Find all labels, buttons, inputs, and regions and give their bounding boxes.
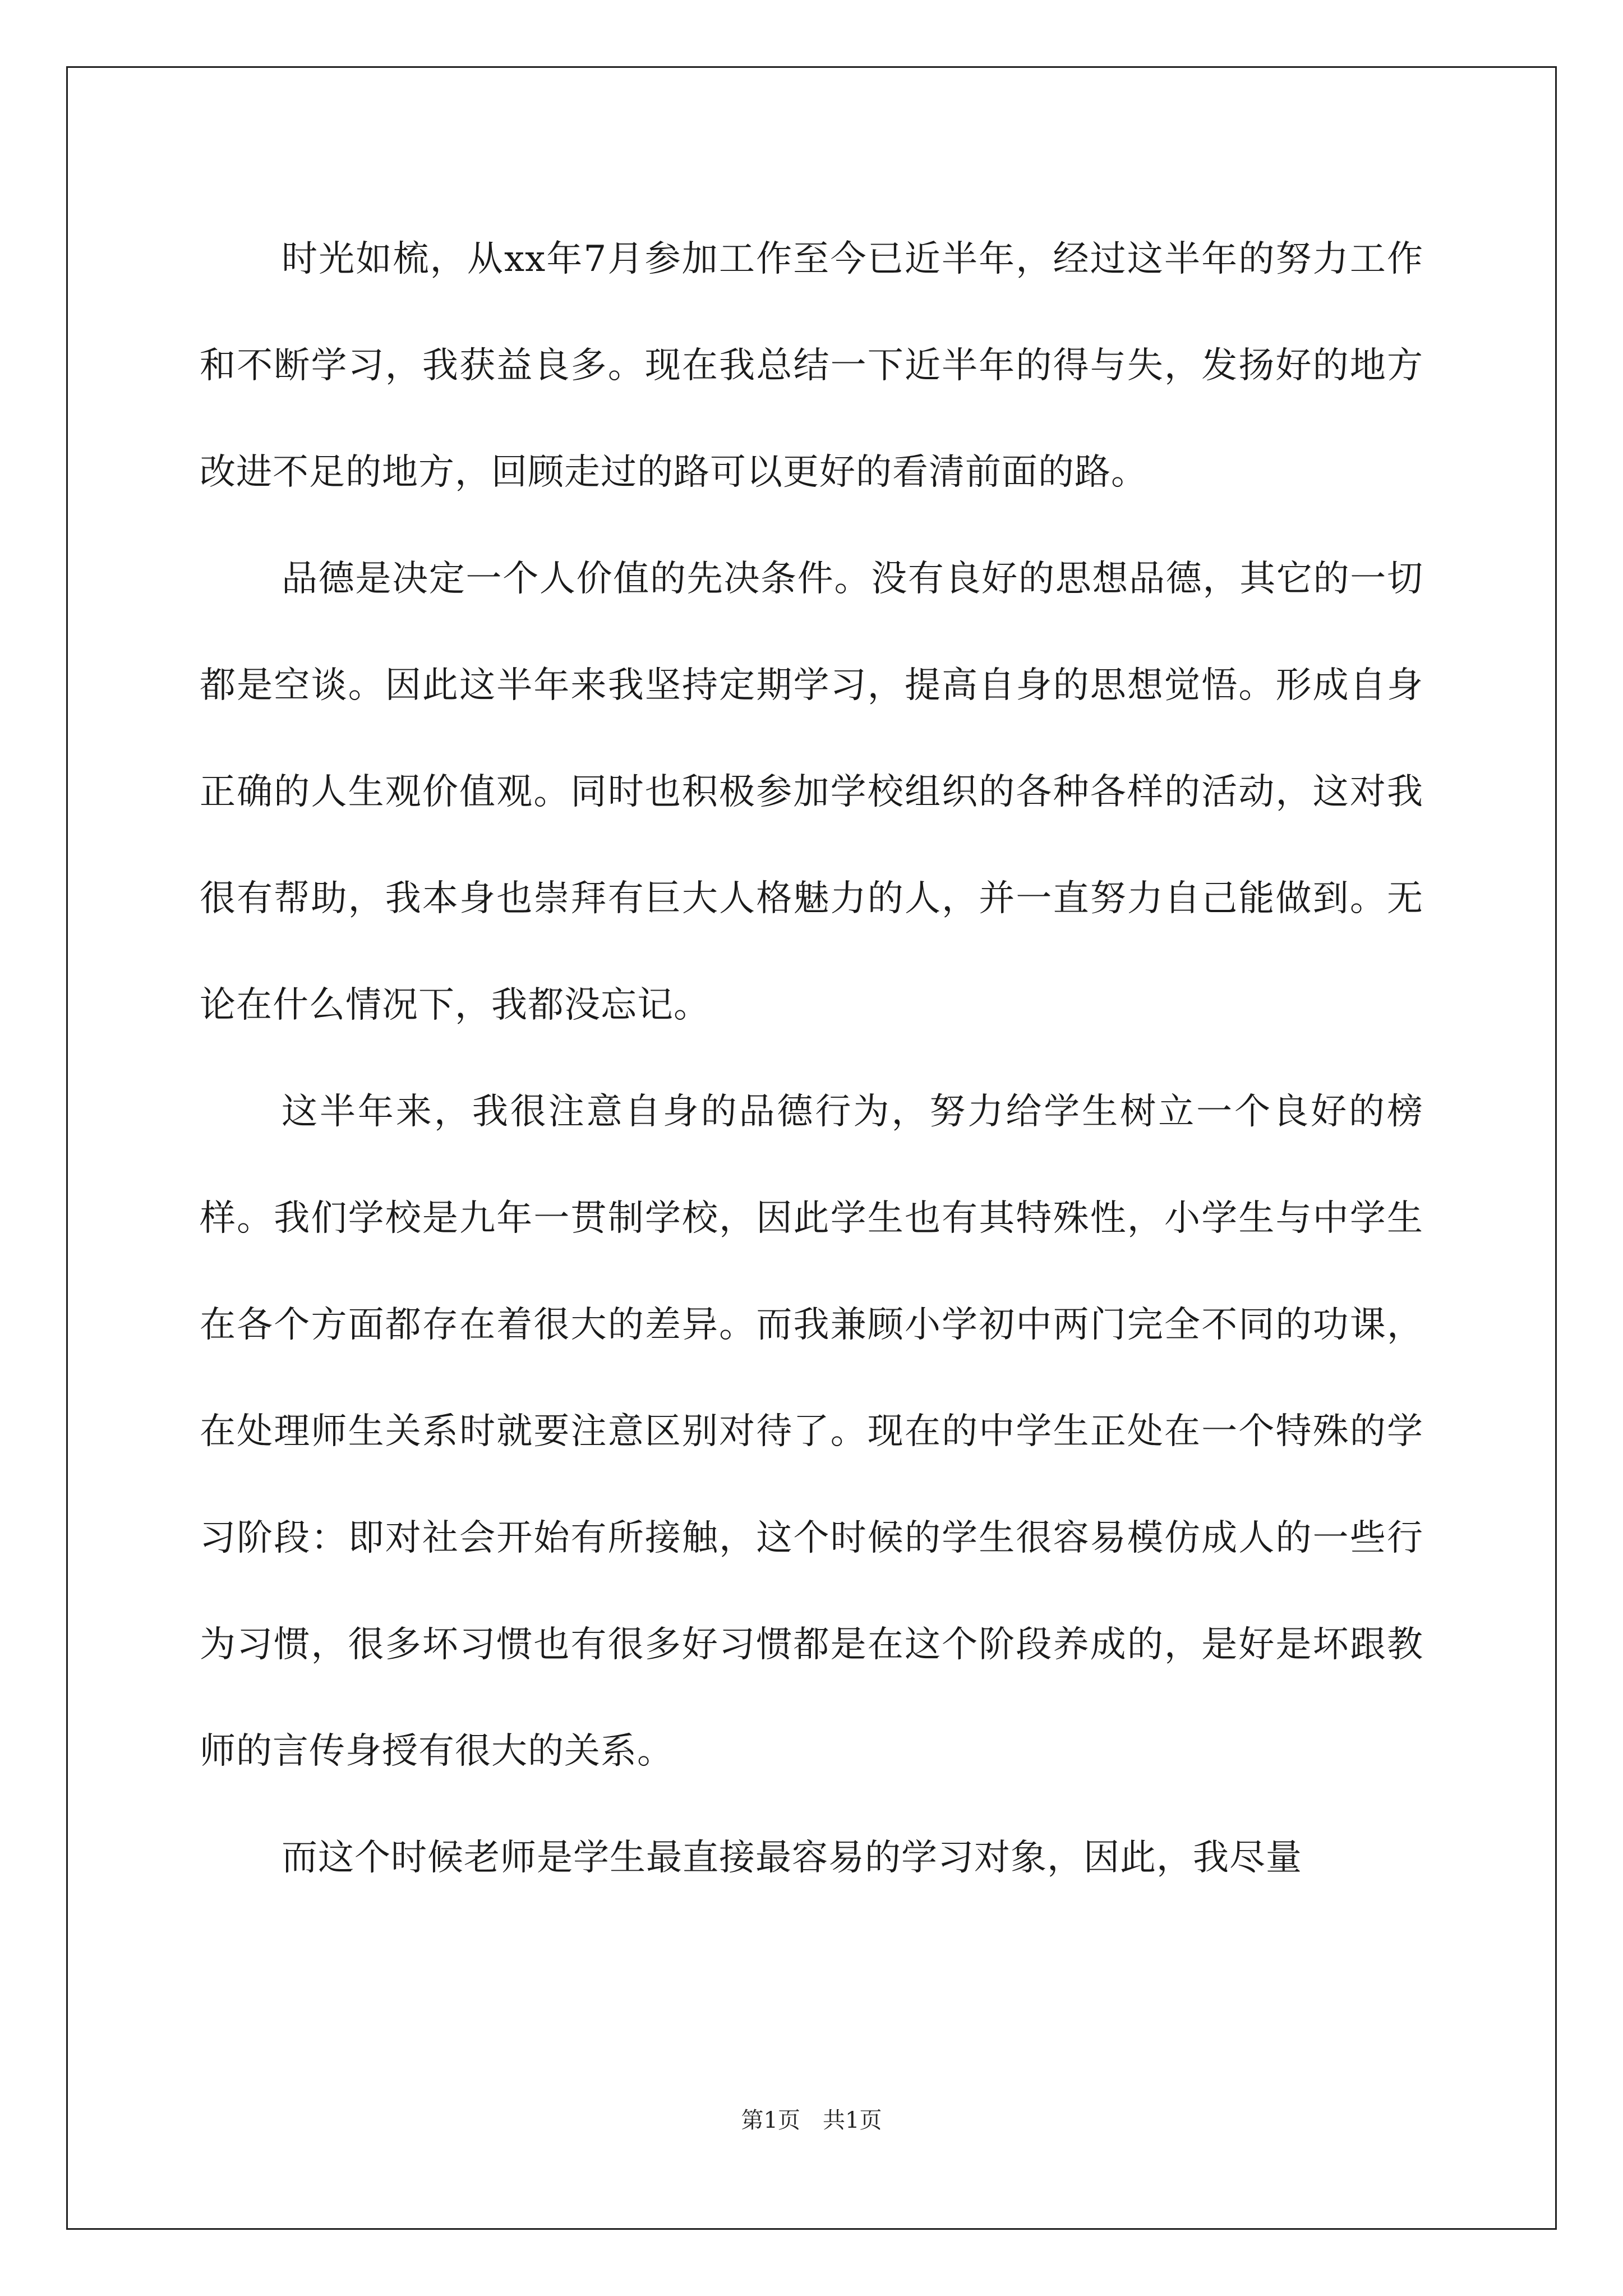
page-number-label: 第1页 共1页 — [741, 2108, 882, 2133]
paragraph-3: 这半年来，我很注意自身的品德行为，努力给学生树立一个良好的榜样。我们学校是九年一贯制学校，因此学生也有其特殊性，小学生与中学生在各个方面都存在着很大的差异。而我兼顾小学初中两门完全不同的功课，在处理师生关系时就要注意区别对待了。现在的中学生正处在一个特殊的学习阶段：即对社会开始有所接触，这个时候的学生很容易模仿成人的一些行为习惯，很多坏习惯也有很多好习惯都是在这个阶段养成的，是好是坏跟教师的言传身授有很大的关系。 — [200, 1091, 1423, 1772]
page-footer — [0, 2106, 1623, 2134]
paragraph-2: 品德是决定一个人价值的先决条件。没有良好的思想品德，其它的一切都是空谈。因此这半年来我坚持定期学习，提高自身的思想觉悟。形成自身正确的人生观价值观。同时也积极参加学校组织的各种各样的活动，这对我很有帮助，我本身也崇拜有巨大人格魅力的人，并一直努力自己能做到。无论在什么情况下，我都没忘记。 — [200, 558, 1423, 1026]
document-body — [200, 206, 1423, 1911]
paragraph-4: 而这个时候老师是学生最直接最容易的学习对象，因此，我尽量 — [282, 1837, 1302, 1879]
paragraph-1: 时光如梳，从xx年7月参加工作至今已近半年，经过这半年的努力工作和不断学习，我获益良多。现在我总结一下近半年的得与失，发扬好的地方改进不足的地方，回顾走过的路可以更好的看清前面的路。 — [200, 238, 1423, 493]
